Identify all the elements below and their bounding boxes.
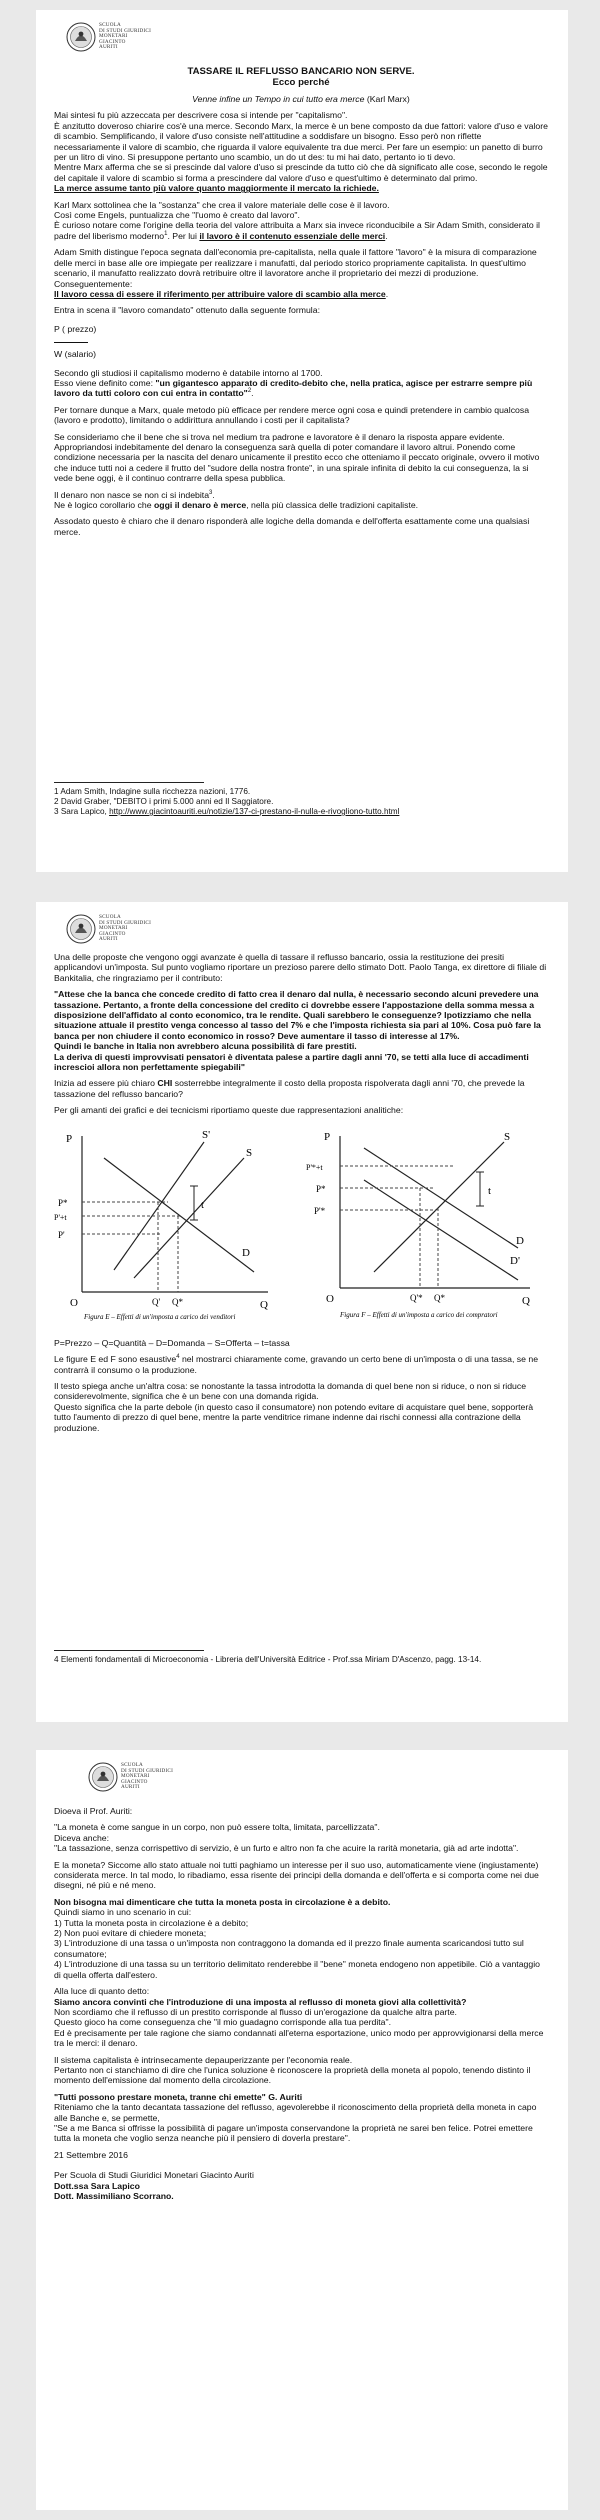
tax-label: t [488,1184,492,1197]
qty-label-q: Q* [434,1292,445,1303]
quote-block: Quindi le banche in Italia non avrebbero alcuna possibilità di fare prestiti. [54,1041,357,1052]
footnote: 2 David Graber, "DEBITO i primi 5.000 anni ed Il Saggiatore. [54,797,274,806]
axis-label-q: Q [522,1294,530,1307]
footnote: 1 Adam Smith, Indagine sulla ricchezza nazioni, 1776. [54,787,251,796]
paragraph: Le figure E ed F sono esaustive$^4$ nel mostrarci chiaramente come, gravando un certo bene di un'imposta o di una tassa, se ne contrarrà il consumo o la produzione. [54,1354,539,1375]
logo-text: SCUOLA DI STUDI GIURIDICI MONETARI GIACINTO AURITI [99,22,152,51]
origin-label: O [70,1296,78,1309]
qty-label-q1: Q' [152,1296,161,1307]
supply-label-shifted: S' [202,1128,211,1141]
signature-block [54,2170,548,2201]
document-title: TASSARE IL REFLUSSO BANCARIO NON SERVE. [187,66,415,77]
paragraph: Per tornare dunque a Marx, quale metodo più efficace per rendere merce ogni cosa e quindi pretendere in cambio qualcosa (lavoro e prodotto), limitando o addirittura annullando i costi per il capitalista? [54,404,530,426]
paragraph: Riteniamo che la tanto decantata tassazione del reflusso, agevolerebbe il riconoscimento della proprietà della moneta in capo alle Banche e, se permette, [54,2102,537,2123]
quote-block: La deriva di questi improvvisati pensatori è diventata palese a partire dagli anni '70, se tetti alla luce di accadimenti increscioi allora non perfettamente spiegabili" [54,1051,529,1073]
school-logo [66,22,151,52]
formula: P ( prezzo) W (salario) [54,323,97,360]
seal-icon [66,914,96,944]
price-label-p1t: P'*+t [306,1162,323,1172]
paragraph: Karl Marx sottolinea che la "sostanza" che crea il valore materiale delle cose è il lavoro. Così come Engels, puntualizza che "l'uomo è creato dal lavoro". È curioso notare come l'origine della teoria del valore attribuita a Marx sia invece riconducibile a Sir Adam Smith, considerato il padre del liberismo moderno$^1$. Per lui il lavoro è il contenuto essenziale delle merci. [54,199,540,241]
paragraph: Assodato questo è chiaro che il denaro risponderà alle logiche della domanda e dell'offerta esattamente come una qualsiasi merce. [54,516,530,537]
paragraph: Pertanto non ci stanchiamo di dire che l'unica soluzione è riconoscere la proprietà della moneta al popolo, tenendo distinto il momento dell'emissione dal momento della circolazione. [54,2064,531,2086]
epigraph: Venne infine un Tempo in cui tutto era merce (Karl Marx) [192,94,410,104]
tax-label: t [201,1198,205,1211]
footnotes [54,1650,548,1665]
signature-org: Per Scuola di Studi Giuridici Monetari Giacinto Auriti [54,2170,254,2181]
paragraph: Il testo spiega anche un'altra cosa: se nonostante la tassa introdotta la domanda di quel bene non si riduce, o non si riduce considerevolmente, significa che è un bene con una domanda rigida. [54,1380,527,1402]
list-item: 2) Non puoi evitare di chiedere moneta; [54,1928,207,1939]
school-logo [66,914,151,944]
page-1 [36,10,568,872]
seal-icon [66,22,96,52]
paragraph: Una delle proposte che vengono oggi avanzate è quella di tassare il reflusso bancario, ossia la restituzione dei presiti applicandovi un'imposta. Sul punto vogliamo riportare un prezioso parere dello stimato Dott. Paolo Tanga, ex direttore di filiale di Bankitalia, che ringraziamo per il contributo: [54,952,547,983]
qty-label-q: Q* [172,1296,183,1307]
origin-label: O [326,1292,334,1305]
paragraph: Il sistema capitalista è intrinsecamente depauperizzante per l'economia reale. [54,2054,353,2065]
figure-e [54,1122,284,1322]
paragraph: Mentre Marx afferma che se si prescinde dal valore d'uso si prescinde da tutto ciò che dà significato alle cose, secondo le regole del capitale il valore di scambio si forma a prescindere dal valore d'uso e quest'ultimo è determinato dal primo. [54,162,548,183]
paragraph-bold: Non bisogna mai dimenticare che tutta la moneta posta in circolazione è a debito. [54,1896,391,1907]
quote: "Se a me Banca si offrisse la possibilità di pagare un'imposta conservandone la proprietà ne sarei ben felice. Potrei emettere tutta la moneta che voglio senza neanche più il pensiero di doverla prestare". [54,2122,533,2144]
list-item: 1) Tutta la moneta posta in circolazione è a debito; [54,1917,249,1928]
logo-text: SCUOLA DI STUDI GIURIDICI MONETARI GIACINTO AURITI [99,914,152,943]
paragraph: Quindi siamo in uno scenario in cui: [54,1907,192,1918]
figure-f [304,1122,544,1322]
paragraph: Diceva anche: [54,1832,110,1843]
list-item: 3) L'introduzione di una tassa o un'imposta non contraggono la domanda ed il prezzo finale aumenta scaricandosi tutto sul consumatore; [54,1938,524,1959]
demand-label-shifted: D' [510,1254,520,1267]
page-2 [36,902,568,1722]
list-item: 4) L'introduzione di una tassa su un territorio delimitato renderebbe il "bene" moneta endogeno non appetibile. Ciò a vantaggio di quella offerta dall'estero. [54,1959,540,1980]
paragraph: Ne è logico corollario che oggi il denaro è merce, nella più classica delle tradizioni capitaliste. [54,500,419,510]
paragraph: Mai sintesi fu più azzeccata per descrivere cosa si intende per "capitalismo". [54,110,348,121]
paragraph: Ed è precisamente per tale ragione che siamo condannati all'eterna esportazione, unico modo per approvvigionarsi della merce tra le merci: il denaro. [54,2027,544,2049]
paragraph: È anzitutto doveroso chiarire cos'è una merce. Secondo Marx, la merce è un bene composto da due fattori: valore d'uso e valore di scambio. Semplificando, il valore d'uso consiste nell'attitudine a soddisfare un bisogno. Esso però non riflette necessariamente il valore di scambio, che riguarda il valore equivalente tra due merci. Per fare un esempio: un panetto di burro per un litro di vino. Si presuppone pertanto uno scambio, un do ut des: tu mi hai dato, pertanto io ti devo. [54,120,548,163]
paragraph-bold: La merce assume tanto più valore quanto maggiormente il mercato la richiede. [54,183,379,194]
demand-label: D [516,1234,524,1247]
footnotes [54,782,548,817]
figure-caption: Figura E – Effetti di un'imposta a carico dei venditori [84,1312,236,1321]
page-3 [36,1750,568,2510]
school-logo [88,1762,173,1792]
numbered-list [54,1918,548,1980]
paragraph: Per gli amanti dei grafici e dei tecnicismi riportiamo queste due rappresentazioni analitiche: [54,1105,404,1116]
signature-name: Dott.ssa Sara Lapico [54,2180,140,2191]
price-label-pt: P'+t [54,1212,67,1222]
quote-block: "Attese che la banca che concede credito di fatto crea il denaro dal nulla, è necessario secondo alcuni prevedere una tassazione. Pertanto, a fronte della concessione del credito ci dovrebbe essere l'appostazione della somma messa a disposizione dell'affidato al conto economico, tra le rendite. Quali sarebbero le conseguenze? Ipotizziamo che nella situazione attuale il prestito venga concesso al tasso del 7% e che l'imposta richiesta sia pari al 10%. Cosa può fare la banca per non chiudere il conto economico in rosso? Deve aumentare il tasso di interesse al 17%. [54,989,541,1041]
qty-label-q1: Q'* [410,1292,423,1303]
footnote-link[interactable]: http://www.giacintoauriti.eu/notizie/137-ci-prestano-il-nulla-e-rivogliono-tutto.html [109,807,400,816]
paragraph-bold: "Tutti possono prestare moneta, tranne chi emette" G. Auriti [54,2091,303,2102]
paragraph-bold: Siamo ancora convinti che l'introduzione di una imposta al reflusso di moneta giovi alla collettività? [54,1996,467,2007]
paragraph: Entra in scena il "lavoro comandato" ottenuto dalla seguente formula: [54,305,320,316]
paragraph: Secondo gli studiosi il capitalismo moderno è databile intorno al 1700. Esso viene definito come: "un gigantesco apparato di credito-debito che, nella pratica, agisce per estrarre sempre più lavoro da tutti coloro con cui entra in contatto"$^2$. [54,367,533,399]
quote: "La tassazione, senza corrispettivo di servizio, è un furto e altro non fa che acuire la rarità monetaria, già ad arte indotta". [54,1843,519,1854]
price-label-p1: P' [58,1229,65,1240]
signature-name: Dott. Massimiliano Scorrano. [54,2191,174,2201]
footnote: 4 Elementi fondamentali di Microeconomia - Libreria dell'Università Editrice - Prof.ssa Miriam D'Ascenzo, pagg. 13-14. [54,1655,482,1664]
graphs-figure [54,1122,548,1332]
paragraph: Il denaro non nasce se non ci si indebita$^3$. [54,489,215,500]
date: 21 Settembre 2016 [54,2149,128,2160]
document-subtitle: Ecco perché [272,77,330,88]
axis-label-q: Q [260,1298,268,1311]
paragraph: Questo significa che la parte debole (in questo caso il consumatore) non potendo evitare di acquistare quel bene, sopporterà tutto l'aumento di prezzo di quel bene, mentre la parte venditrice rimane indenne dai rischi connessi alla contrazione della produzione. [54,1401,534,1433]
demand-label: D [242,1246,250,1259]
paragraph: Inizia ad essere più chiaro CHI sosterrebbe integralmente il costo della proposta rispolverata dagli anni '70, che prevede la tassazione del reflusso bancario? [54,1078,525,1099]
seal-icon [88,1762,118,1792]
axis-label-p: P [66,1132,73,1145]
paragraph: Adam Smith distingue l'epoca segnata dall'economia pre-capitalista, nella quale il fattore "lavoro" è la misura di comparazione delle merci in base alle ore impiegate per realizzare i manufatti, dal periodo storico propriamente capitalista. In quest'ultimo scenario, il manufatto realizzato dovrà retribuire oltre il lavoratore anche il proprietario dei mezzi di produzione. Conseguentemente: Il lavoro cessa di essere il riferimento per attribuire valore di scambio alla merce. [54,247,537,299]
graph-legend: P=Prezzo – Q=Quantità – D=Domanda – S=Offerta – t=tassa [54,1337,290,1348]
supply-label: S [246,1146,253,1159]
paragraph: Non scordiamo che il reflusso di un prestito corrisponde al flusso di un'erogazione da qualche altra parte. [54,2006,457,2017]
paragraph: Alla luce di quanto detto: [54,1986,150,1997]
quote: "La moneta è come sangue in un corpo, non può essere tolta, limitata, parcellizzata". [54,1822,380,1833]
logo-text: SCUOLA DI STUDI GIURIDICI MONETARI GIACINTO AURITI [121,1762,174,1791]
footnote: 3 Sara Lapico, http://www.giacintoauriti.eu/notizie/137-ci-prestano-il-nulla-e-rivogliono-tutto.html [54,807,400,816]
axis-label-p: P [324,1130,331,1143]
paragraph: E la moneta? Siccome allo stato attuale noi tutti paghiamo un interesse per il suo uso, automaticamente viene (ingiustamente) considerata merce. In tal modo, lo ribadiamo, essa risente dei principi della domanda e dell'offerta e si comporta come nei due disegni, né più e né meno. [54,1859,539,1891]
figure-caption: Figura F – Effetti di un'imposta a carico dei compratori [340,1310,498,1319]
price-label-p2: P* [316,1183,326,1194]
price-label-pstar: P* [58,1197,68,1208]
paragraph: Dioeva il Prof. Auriti: [54,1806,133,1816]
paragraph: Questo gioco ha come conseguenza che "il mio guadagno corrisponde alla tua perdita". [54,2017,391,2028]
supply-label: S [504,1130,511,1143]
price-label-p1: P'* [314,1205,326,1216]
paragraph: Se consideriamo che il bene che si trova nel medium tra padrone e lavoratore è il denaro la risposta appare evidente. Appropriandosi indebitamente del denaro la conseguenza sarà quella di poter comandare il lavoro altrui. Ponendo come condizione necessaria per la nascita del denaro unicamente il prestito ecco che otteniamo il peccato originale, ovvero il motivo che induce tutti noi a cedere il frutto del "sudore della nostra fronte", in una spirale infinita di debito la cui conseguenza, la si vede bene oggi, è il continuo contrarre della spesa pubblica. [54,431,540,484]
